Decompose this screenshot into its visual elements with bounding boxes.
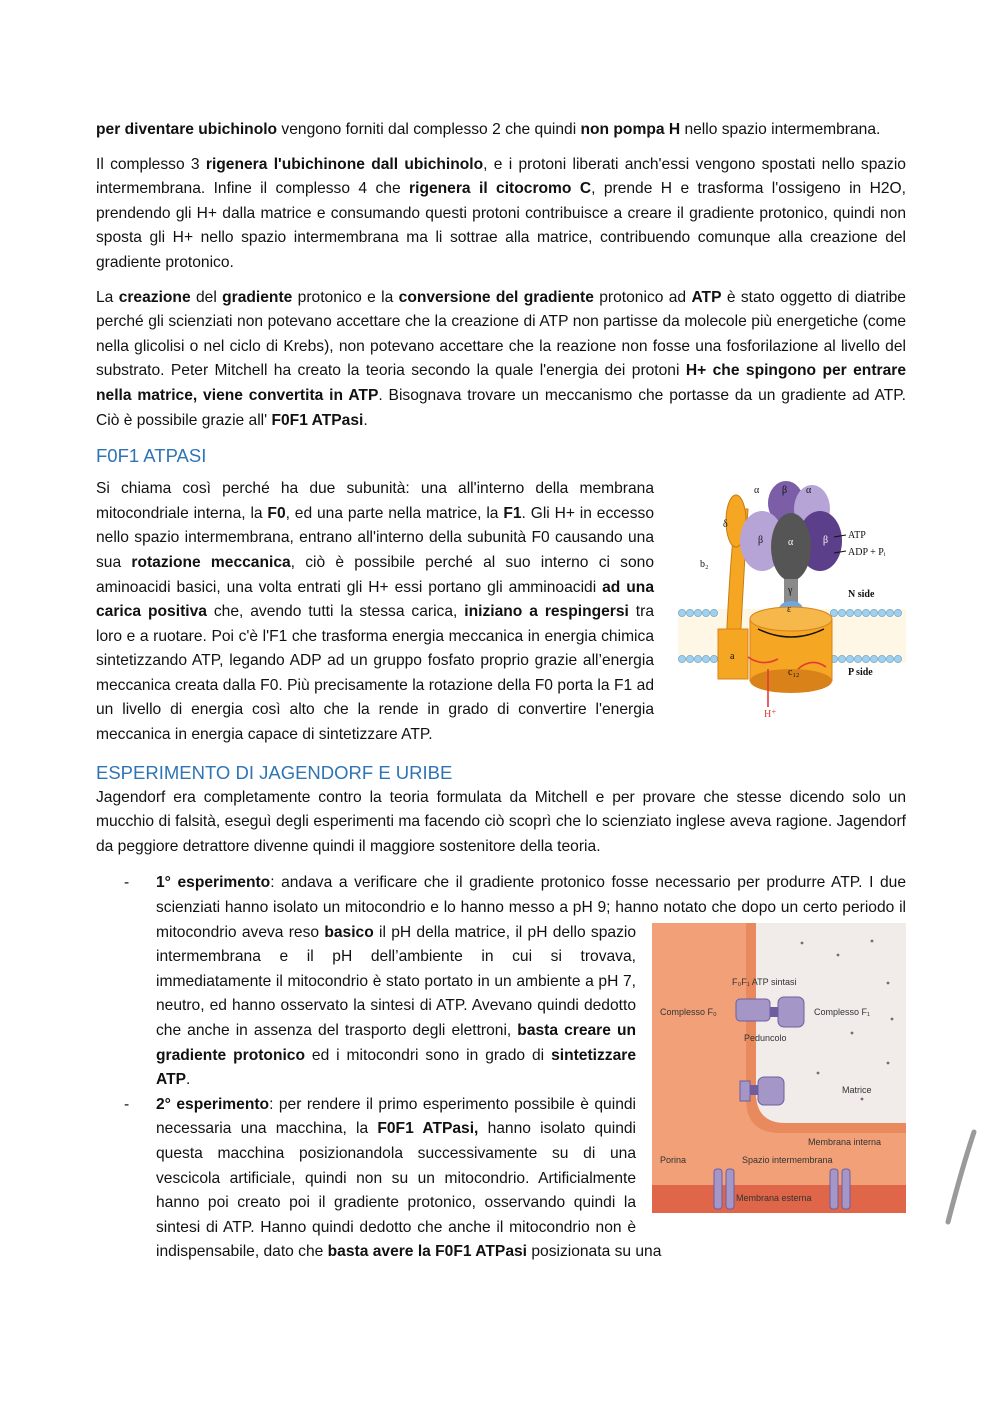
text: protonico ad <box>593 288 692 306</box>
bold-text: basta creare un gradiente protonico <box>156 1022 636 1064</box>
text: . Gli H+ in eccesso nello spazio intermembrana, entrano all'interno della subunità F0 causando una sua <box>96 504 654 571</box>
lipid-head <box>854 656 861 663</box>
lipid-head <box>838 656 845 663</box>
lipid-head <box>694 656 701 663</box>
label-beta-1: β <box>782 485 788 497</box>
label-alpha-2: α <box>806 485 812 497</box>
label-peduncolo: Peduncolo <box>744 1032 787 1043</box>
label-n-side: N side <box>848 589 875 601</box>
paragraph-gradiente <box>96 286 906 434</box>
lipid-head <box>862 656 869 663</box>
lipid-head <box>710 656 717 663</box>
lipid-head <box>894 656 901 663</box>
label-porina: Porina <box>660 1154 687 1165</box>
label-delta: δ <box>723 519 728 531</box>
section-heading-f0f1: F0F1 ATPASI <box>96 445 207 467</box>
lipid-head <box>830 610 837 617</box>
c-ring <box>750 607 832 693</box>
bold-text: F1 <box>503 504 522 522</box>
bold-text: F0 <box>267 504 286 522</box>
lipid-head <box>846 610 853 617</box>
bold-text: basta avere la F0F1 ATPasi <box>327 1243 528 1261</box>
label-p-side: P side <box>848 667 873 679</box>
lipid-head <box>686 610 693 617</box>
text: posizionata su una <box>527 1243 662 1261</box>
paragraph-ubichinolo <box>96 118 906 143</box>
label-beta-3: β <box>823 535 829 547</box>
label-gamma: γ <box>788 585 793 597</box>
lipid-head <box>702 610 709 617</box>
bold-text: non pompa H <box>580 121 681 138</box>
text: il pH della matrice, il pH dello spazio intermembrana e il pH dell’ambiente in cui si trovava, immediatamente il mitocondrio è stato portato in un ambiente a pH 7, neutro, ed hanno osservato la sintesi di ATP. Avevano quindi dedotto che anche in assenza del trasporto degli elettroni, <box>156 923 637 1039</box>
lipid-head <box>702 656 709 663</box>
label-matrice: Matrice <box>842 1084 872 1095</box>
bold-text: conversione del gradiente <box>398 288 594 306</box>
text: . <box>363 411 368 429</box>
text: tra loro e a ruotare. Poi c'è l'F1 che trasforma energia meccanica in energia chimica sintetizzando ATP, legando ADP ad un gruppo fosfato proprio grazie all’energia meccanica creata dalla F0. Più precisamente la rotazione della F0 porta la F1 ad un livello di energia così alto che la rende in grado di convertire l'energia meccanica in energia capace di sintetizzare ATP. <box>96 603 655 744</box>
list-dash: - <box>124 874 130 892</box>
text: che, avendo tutti la stessa carica, <box>206 603 465 621</box>
label-alpha-3: α <box>788 537 794 549</box>
text: . <box>186 1071 191 1089</box>
text: protonico e la <box>292 288 399 306</box>
text: , ed una parte nella matrice, la <box>285 504 504 522</box>
text: : andava a verificare che il gradiente protonico fosse necessario per produrre ATP. I due scienziati hanno isolato un mitocondrio e lo hanno messo a pH 9; hanno notato che dopo un certo periodo il mitocondrio aveva reso <box>156 874 907 941</box>
text: . Bisognava trovare un meccanismo che portasse da un gradiente ad ATP. Ciò è possibile grazie all' <box>96 386 907 429</box>
label-complesso-f0: Complesso F₀ <box>660 1006 717 1017</box>
label-membrana-interna: Membrana interna <box>808 1136 882 1147</box>
label-membrana-esterna: Membrana esterna <box>736 1192 812 1203</box>
list-item-experiment-2 <box>96 1093 906 1265</box>
text: hanno isolato quindi questa macchina posizionandola successivamente su di una vescicola artificiale, quindi non su un mitocondrio. Artificialmente hanno poi creato poi il gradiente protonico, osservando quindi la sintesi di ATP. Hanno quindi dedotto che anche il mitocondrio non è indispensabile, dato che <box>156 1120 636 1261</box>
lipid-head <box>878 656 885 663</box>
f1-head <box>740 481 842 581</box>
lipid-head <box>838 610 845 617</box>
label-b2: b₂ <box>700 559 709 571</box>
text: nello spazio intermembrana. <box>680 121 881 138</box>
lipid-head <box>854 610 861 617</box>
label-h-plus: H⁺ <box>764 709 777 720</box>
text: : per rendere il primo esperimento possibile è quindi necessaria una macchina, la <box>156 1095 637 1138</box>
paragraph-jagendorf-intro: Jagendorf era completamente contro la teoria formulata da Mitchell e per provare che stesse dicendo solo un mucchio di falsità, eseguì degli esperimenti ma facendo ciò scoprì che lo scienziato inglese aveva ragione. Jagendorf da peggiore detrattore divenne quindi il maggiore sostenitore della teoria. <box>96 788 906 855</box>
bold-text: sintetizzare ATP <box>156 1046 636 1089</box>
label-atp-sintasi: F₀F₁ ATP sintasi <box>732 976 797 987</box>
label-alpha-1: α <box>754 485 760 497</box>
bold-text: rigenera l'ubichinone dall ubichinolo <box>205 155 484 173</box>
lipid-head <box>878 610 885 617</box>
bold-text: rotazione meccanica <box>131 553 291 571</box>
text: La <box>96 288 119 306</box>
bold-text: creazione <box>118 288 191 306</box>
label-spazio-intermembrana: Spazio intermembrana <box>742 1154 833 1165</box>
bold-text: F0F1 ATPasi, <box>377 1120 479 1138</box>
bold-text: iniziano a respingersi <box>464 603 629 621</box>
text: vengono forniti dal complesso 2 che quindi <box>277 121 581 138</box>
bold-text: rigenera il citocromo C <box>409 180 592 198</box>
text: è stato oggetto di diatribe perché gli scienziati non potevano accettare che la creazione di ATP non partisse da molecole più energetiche (come nella glicolisi o nel ciclo di Krebs), non potevano accettare che la reazione non fosse una fosforilazione al livello del substrato. Peter Mitchell ha creato la teoria secondo la quale l'energia dei protoni <box>96 288 906 380</box>
bold-text: basico <box>324 923 374 941</box>
text: , e i protoni liberati anch'essi vengono spostati nello spazio intermembrana. Infine il complesso 4 che <box>96 155 906 198</box>
lipid-head <box>678 610 685 617</box>
label-adp: ADP + Pᵢ <box>848 547 886 559</box>
label-beta-2: β <box>758 535 764 547</box>
lipid-head <box>870 656 877 663</box>
text: Il complesso 3 <box>96 155 206 173</box>
bold-text: H+ che spingono per entrare nella matrice, viene convertita in ATP <box>96 362 906 404</box>
lipid-head <box>870 610 877 617</box>
lipid-head <box>894 610 901 617</box>
label-atp: ATP <box>848 530 866 542</box>
lipid-head <box>846 656 853 663</box>
text: del <box>190 288 223 306</box>
bold-text: 2° esperimento <box>156 1095 270 1113</box>
lipid-head <box>686 656 693 663</box>
experiments-list <box>96 871 906 1265</box>
label-epsilon: ε <box>787 604 792 616</box>
bold-text: gradiente <box>222 288 293 306</box>
text: ed i mitocondri sono in grado di <box>305 1046 552 1064</box>
margin-mark <box>940 1128 980 1228</box>
lipid-head <box>862 610 869 617</box>
bold-text: 1° esperimento <box>156 874 271 892</box>
label-c12: c₁₂ <box>788 667 800 679</box>
section-heading-jagendorf: ESPERIMENTO DI JAGENDORF E URIBE <box>96 761 453 783</box>
label-a: a <box>730 651 735 663</box>
lipid-head <box>886 610 893 617</box>
lipid-head <box>886 656 893 663</box>
label-complesso-f1: Complesso F₁ <box>814 1006 871 1017</box>
atp-synthase-diagram <box>678 479 906 719</box>
text: , prende H e trasforma l'ossigeno in H2O, prendendo gli H+ dalla matrice e consumando questi protoni contribuisce a creare il gradiente protonico, quindi non sposta gli H+ nello spazio intermembrana ma li sottrae alla matrice, contribuendo comunque alla creazione del gradiente protonico. <box>96 180 906 271</box>
lipid-head <box>710 610 717 617</box>
section-f0f1-body <box>96 477 906 748</box>
lipid-head <box>694 610 701 617</box>
lipid-head <box>678 656 685 663</box>
bold-text: per diventare ubichinolo <box>96 121 278 138</box>
experiment-2-text <box>156 1093 906 1265</box>
paragraph-complesso-3 <box>96 153 906 276</box>
list-dash: - <box>124 1095 130 1113</box>
text: Si chiama così perché ha due subunità: una all'interno della membrana mitocondriale interna, la <box>96 480 654 522</box>
bold-text: ATP <box>691 288 722 306</box>
text: , ciò è possibile perché al suo interno ci sono aminoacidi basici, una volta entrati gli H+ essi portano gli amminoacidi <box>96 553 654 596</box>
paragraph-f0f1 <box>96 477 654 748</box>
document-page <box>96 118 906 1265</box>
bold-text: F0F1 ATPasi <box>271 411 364 429</box>
bold-text: ad una carica positiva <box>96 578 654 621</box>
